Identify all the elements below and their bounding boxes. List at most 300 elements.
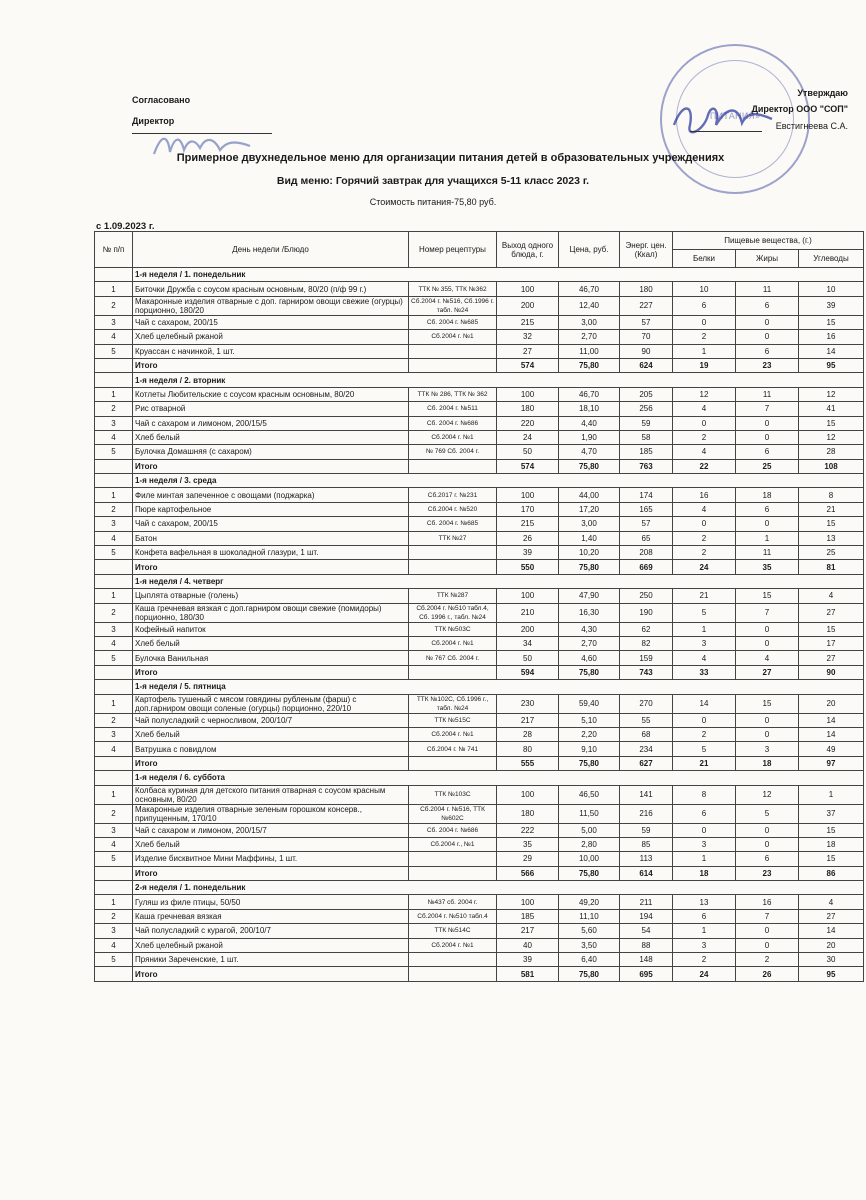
fats-value: 6 [736,344,799,358]
total-row [95,665,864,679]
recipe-ref: ТТК №102С, Сб.1996 г., табл. №24 [409,694,497,713]
row-num: 4 [95,938,133,952]
table-row [95,603,864,622]
total-fats: 35 [736,560,799,574]
total-carbs: 86 [799,866,864,880]
yield-value: 222 [497,823,559,837]
total-carbs: 95 [799,358,864,372]
approve-label: Утверждаю [797,88,848,98]
carbs-value: 16 [799,330,864,344]
signature-line-right [690,131,762,132]
total-proteins: 22 [673,459,736,473]
fats-value: 11 [736,387,799,401]
dish-name: Чай с сахаром и лимоном, 200/15/5 [133,416,409,430]
recipe-ref: Сб.2004 г. №1 [409,430,497,444]
total-ref [409,358,497,372]
energy-value: 62 [620,622,673,636]
carbs-value: 21 [799,502,864,516]
carbs-value: 37 [799,804,864,823]
total-ref [409,967,497,981]
recipe-ref: ТТК № 286, ТТК № 362 [409,387,497,401]
carbs-value: 1 [799,785,864,804]
recipe-ref: Сб.2004 г. № 741 [409,742,497,756]
price-value: 10,20 [559,546,620,560]
price-value: 5,00 [559,823,620,837]
dish-name: Макаронные изделия отварные зеленым горошком консерв., припущенным, 170/10 [133,804,409,823]
yield-value: 26 [497,531,559,545]
carbs-value: 27 [799,651,864,665]
cost-line: Стоимость питания-75,80 руб. [369,197,497,207]
energy-value: 88 [620,938,673,952]
total-yield: 574 [497,358,559,372]
table-row [95,651,864,665]
fats-value: 0 [736,622,799,636]
row-num: 2 [95,713,133,727]
dish-name: Кофейный напиток [133,622,409,636]
energy-value: 58 [620,430,673,444]
fats-value: 12 [736,785,799,804]
total-fats: 26 [736,967,799,981]
price-value: 18,10 [559,402,620,416]
agreed-label: Согласовано [132,95,191,105]
energy-value: 174 [620,488,673,502]
total-carbs: 97 [799,756,864,770]
dish-name: Конфета вафельная в шоколадной глазури, 1 шт. [133,546,409,560]
table-row [95,402,864,416]
col-recipe: Номер рецептуры [409,232,497,268]
price-value: 10,00 [559,852,620,866]
energy-value: 270 [620,694,673,713]
price-value: 3,50 [559,938,620,952]
row-num: 3 [95,315,133,329]
table-row [95,622,864,636]
carbs-value: 14 [799,344,864,358]
total-num [95,756,133,770]
yield-value: 29 [497,852,559,866]
table-row [95,742,864,756]
total-price: 75,80 [559,866,620,880]
dish-name: Булочка Домашняя (с сахаром) [133,445,409,459]
fats-value: 0 [736,837,799,851]
recipe-ref [409,852,497,866]
table-row [95,909,864,923]
row-num: 5 [95,852,133,866]
row-num: 4 [95,742,133,756]
recipe-ref: ТТК №503С [409,622,497,636]
carbs-value: 15 [799,517,864,531]
energy-value: 148 [620,953,673,967]
total-fats: 23 [736,358,799,372]
total-num [95,459,133,473]
fats-value: 6 [736,296,799,315]
recipe-ref: Сб. 2004 г. №685 [409,517,497,531]
total-energy: 763 [620,459,673,473]
price-value: 1,40 [559,531,620,545]
yield-value: 40 [497,938,559,952]
table-row [95,387,864,401]
table-row [95,727,864,741]
total-ref [409,459,497,473]
dish-name: Макаронные изделия отварные с доп. гарниром овощи свежие (огурцы) порционно, 180/20 [133,296,409,315]
carbs-value: 20 [799,694,864,713]
col-price: Цена, руб. [559,232,620,268]
recipe-ref: ТТК №515С [409,713,497,727]
table-row [95,430,864,444]
fats-value: 7 [736,402,799,416]
proteins-value: 3 [673,938,736,952]
yield-value: 35 [497,837,559,851]
total-num [95,358,133,372]
page-title: Примерное двухнедельное меню для организации питания детей в образовательных учреждениях [176,152,725,164]
table-row [95,636,864,650]
carbs-value: 14 [799,713,864,727]
carbs-value: 30 [799,953,864,967]
proteins-value: 5 [673,603,736,622]
section-header [95,268,864,282]
total-num [95,967,133,981]
col-fats: Жиры [736,250,799,268]
dish-name: Чай с сахаром, 200/15 [133,315,409,329]
fats-value: 15 [736,589,799,603]
table-row [95,330,864,344]
row-num: 5 [95,651,133,665]
yield-value: 50 [497,651,559,665]
recipe-ref: Сб.2004 г. №516, ТТК №602С [409,804,497,823]
col-energy: Энерг. цен. (Ккал) [620,232,673,268]
table-row [95,938,864,952]
table-row [95,445,864,459]
yield-value: 39 [497,953,559,967]
yield-value: 180 [497,402,559,416]
proteins-value: 0 [673,713,736,727]
row-num: 1 [95,282,133,296]
dish-name: Чай с сахаром и лимоном, 200/15/7 [133,823,409,837]
total-ref [409,756,497,770]
section-num [95,881,133,895]
table-row [95,296,864,315]
price-value: 12,40 [559,296,620,315]
proteins-value: 0 [673,315,736,329]
price-value: 17,20 [559,502,620,516]
recipe-ref [409,344,497,358]
carbs-value: 17 [799,636,864,650]
dish-name: Чай с сахаром, 200/15 [133,517,409,531]
proteins-value: 1 [673,852,736,866]
energy-value: 85 [620,837,673,851]
fats-value: 0 [736,636,799,650]
total-yield: 566 [497,866,559,880]
table-row [95,589,864,603]
energy-value: 159 [620,651,673,665]
yield-value: 230 [497,694,559,713]
dish-name: Хлеб белый [133,636,409,650]
price-value: 46,70 [559,387,620,401]
yield-value: 215 [497,315,559,329]
fats-value: 0 [736,315,799,329]
table-row [95,953,864,967]
dish-name: Хлеб целебный ржаной [133,330,409,344]
total-row [95,358,864,372]
dish-name: Хлеб белый [133,837,409,851]
total-yield: 550 [497,560,559,574]
row-num: 1 [95,694,133,713]
recipe-ref: Сб.2004 г. №520 [409,502,497,516]
yield-value: 217 [497,924,559,938]
energy-value: 113 [620,852,673,866]
section-title: 1-я неделя / 1. понедельник [133,268,864,282]
proteins-value: 5 [673,742,736,756]
energy-value: 190 [620,603,673,622]
energy-value: 208 [620,546,673,560]
section-num [95,474,133,488]
recipe-ref: Сб. 2004 г. №511 [409,402,497,416]
carbs-value: 15 [799,416,864,430]
proteins-value: 6 [673,296,736,315]
total-proteins: 18 [673,866,736,880]
total-proteins: 24 [673,967,736,981]
proteins-value: 6 [673,804,736,823]
energy-value: 82 [620,636,673,650]
carbs-value: 10 [799,282,864,296]
dish-name: Рис отварной [133,402,409,416]
table-row [95,546,864,560]
recipe-ref: Сб.2004 г. №1 [409,727,497,741]
yield-value: 185 [497,909,559,923]
proteins-value: 3 [673,636,736,650]
total-price: 75,80 [559,459,620,473]
fats-value: 0 [736,517,799,531]
table-row [95,924,864,938]
recipe-ref: Сб.2004 г. №516, Сб.1996 г. табл. №24 [409,296,497,315]
dish-name: Чай полусладкий с курагой, 200/10/7 [133,924,409,938]
proteins-value: 4 [673,651,736,665]
carbs-value: 12 [799,387,864,401]
table-row [95,416,864,430]
row-num: 1 [95,589,133,603]
total-energy: 614 [620,866,673,880]
fats-value: 0 [736,727,799,741]
recipe-ref: Сб.2004 г. №510 табл.4 [409,909,497,923]
proteins-value: 2 [673,531,736,545]
col-num: № п/п [95,232,133,268]
col-proteins: Белки [673,250,736,268]
row-num: 4 [95,837,133,851]
recipe-ref: Сб.2004 г. №510 табл.4, Сб. 1996 г., табл. №24 [409,603,497,622]
carbs-value: 49 [799,742,864,756]
dish-name: Ватрушка с повидлом [133,742,409,756]
row-num: 2 [95,296,133,315]
recipe-ref: Сб. 2004 г. №686 [409,416,497,430]
recipe-ref: ТТК №287 [409,589,497,603]
total-label: Итого [133,866,409,880]
price-value: 4,60 [559,651,620,665]
total-num [95,560,133,574]
dish-name: Батон [133,531,409,545]
carbs-value: 13 [799,531,864,545]
director-name: Евстигнеева С.А. [775,121,848,131]
dish-name: Колбаса куриная для детского питания отварная с соусом красным основным, 80/20 [133,785,409,804]
energy-value: 194 [620,909,673,923]
table-row [95,852,864,866]
price-value: 5,10 [559,713,620,727]
table-row [95,488,864,502]
energy-value: 165 [620,502,673,516]
energy-value: 250 [620,589,673,603]
recipe-ref: Сб. 2004 г. №686 [409,823,497,837]
proteins-value: 10 [673,282,736,296]
yield-value: 210 [497,603,559,622]
carbs-value: 20 [799,938,864,952]
yield-value: 220 [497,416,559,430]
section-header [95,881,864,895]
price-value: 5,60 [559,924,620,938]
total-carbs: 108 [799,459,864,473]
total-price: 75,80 [559,967,620,981]
section-header [95,680,864,694]
proteins-value: 0 [673,517,736,531]
price-value: 2,80 [559,837,620,851]
total-yield: 594 [497,665,559,679]
total-price: 75,80 [559,358,620,372]
energy-value: 180 [620,282,673,296]
fats-value: 5 [736,804,799,823]
carbs-value: 15 [799,823,864,837]
proteins-value: 2 [673,330,736,344]
total-label: Итого [133,560,409,574]
section-num [95,680,133,694]
row-num: 5 [95,445,133,459]
recipe-ref: Сб.2004 г., №1 [409,837,497,851]
yield-value: 39 [497,546,559,560]
proteins-value: 21 [673,589,736,603]
price-value: 2,20 [559,727,620,741]
carbs-value: 39 [799,296,864,315]
table-row [95,315,864,329]
energy-value: 55 [620,713,673,727]
proteins-value: 16 [673,488,736,502]
table-row [95,502,864,516]
total-ref [409,665,497,679]
dish-name: Круассан с начинкой, 1 шт. [133,344,409,358]
proteins-value: 4 [673,445,736,459]
dish-name: Филе минтая запеченное с овощами (поджарка) [133,488,409,502]
proteins-value: 2 [673,546,736,560]
recipe-ref [409,546,497,560]
row-num: 2 [95,402,133,416]
yield-value: 215 [497,517,559,531]
yield-value: 100 [497,785,559,804]
total-yield: 581 [497,967,559,981]
dish-name: Картофель тушеный с мясом говядины рубленым (фарш) с доп.гарниром овощи соленые (огурцы) порционно, 220/10 [133,694,409,713]
total-energy: 695 [620,967,673,981]
table-row [95,344,864,358]
carbs-value: 27 [799,909,864,923]
section-title: 1-я неделя / 6. суббота [133,771,864,785]
total-yield: 574 [497,459,559,473]
col-nutrients: Пищевые вещества, (г.) [673,232,864,250]
energy-value: 205 [620,387,673,401]
row-num: 3 [95,823,133,837]
fats-value: 0 [736,938,799,952]
table-row [95,804,864,823]
total-label: Итого [133,459,409,473]
price-value: 46,50 [559,785,620,804]
fats-value: 0 [736,416,799,430]
fats-value: 7 [736,603,799,622]
energy-value: 65 [620,531,673,545]
menu-type: Вид меню: Горячий завтрак для учащихся 5-11 класс 2023 г. [276,175,590,187]
yield-value: 180 [497,804,559,823]
total-row [95,866,864,880]
fats-value: 7 [736,909,799,923]
price-value: 6,40 [559,953,620,967]
total-row [95,967,864,981]
energy-value: 68 [620,727,673,741]
section-num [95,373,133,387]
yield-value: 100 [497,895,559,909]
proteins-value: 2 [673,953,736,967]
date-line: с 1.09.2023 г. [96,221,155,232]
row-num: 1 [95,895,133,909]
yield-value: 27 [497,344,559,358]
yield-value: 217 [497,713,559,727]
dish-name: Хлеб целебный ржаной [133,938,409,952]
fats-value: 15 [736,694,799,713]
row-num: 2 [95,909,133,923]
dish-name: Пряники Зареченские, 1 шт. [133,953,409,967]
director-right-label: Директор ООО "СОП" [751,104,848,114]
yield-value: 100 [497,488,559,502]
fats-value: 0 [736,330,799,344]
section-header [95,771,864,785]
energy-value: 211 [620,895,673,909]
section-title: 1-я неделя / 3. среда [133,474,864,488]
row-num: 1 [95,387,133,401]
recipe-ref: Сб.2004 г. №1 [409,330,497,344]
dish-name: Изделие бисквитное Мини Маффины, 1 шт. [133,852,409,866]
proteins-value: 1 [673,924,736,938]
carbs-value: 15 [799,315,864,329]
yield-value: 80 [497,742,559,756]
row-num: 2 [95,804,133,823]
proteins-value: 4 [673,402,736,416]
fats-value: 0 [736,713,799,727]
fats-value: 0 [736,823,799,837]
recipe-ref: Сб. 2004 г. №685 [409,315,497,329]
total-fats: 25 [736,459,799,473]
table-row [95,823,864,837]
recipe-ref [409,953,497,967]
price-value: 44,00 [559,488,620,502]
dish-name: Каша гречневая вязкая [133,909,409,923]
energy-value: 216 [620,804,673,823]
energy-value: 59 [620,823,673,837]
recipe-ref: № 767 Сб. 2004 г. [409,651,497,665]
proteins-value: 13 [673,895,736,909]
table-row [95,694,864,713]
row-num: 3 [95,924,133,938]
total-label: Итого [133,665,409,679]
yield-value: 24 [497,430,559,444]
recipe-ref: №437 сб. 2004 г. [409,895,497,909]
energy-value: 57 [620,315,673,329]
carbs-value: 14 [799,924,864,938]
fats-value: 0 [736,430,799,444]
section-header [95,373,864,387]
total-ref [409,560,497,574]
section-title: 1-я неделя / 5. пятница [133,680,864,694]
yield-value: 34 [497,636,559,650]
